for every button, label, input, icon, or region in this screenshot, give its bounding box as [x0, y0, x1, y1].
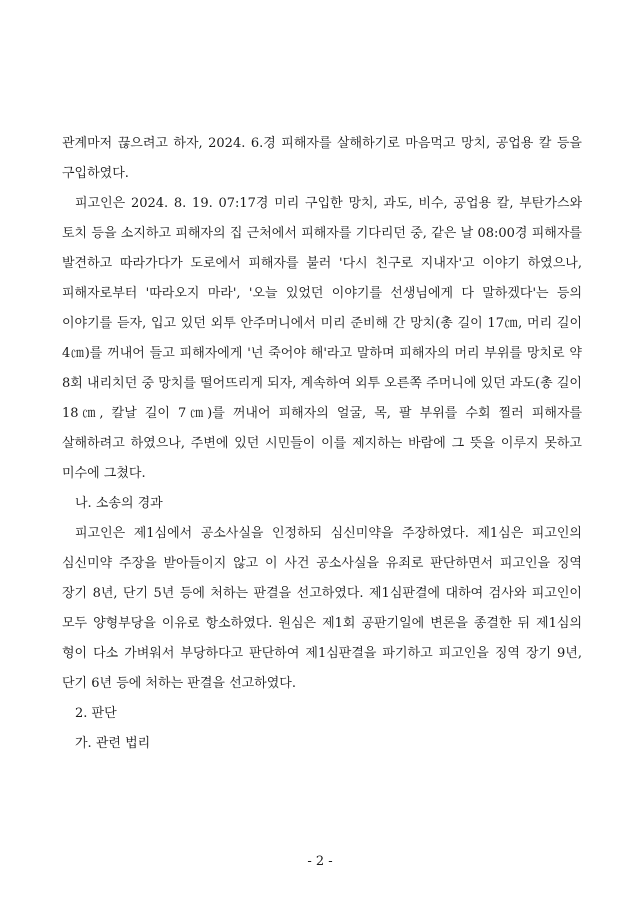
section-heading-proceedings: 나. 소송의 경과	[75, 496, 163, 511]
paragraph-proceedings: 피고인은 제1심에서 공소사실을 인정하되 심신미약을 주장하였다. 제1심은 피고인의 심신미약 주장을 받아들이지 않고 이 사건 공소사실을 유죄로 판단하면서 피고인을 징역 장기 8년, 단기 5년 등에 처하는 판결을 선고하였다. 제1심판결에 대하여 검사와 피고인이 모두 양형부당을 이유로 항소하였다. 원심은 제1회 공판기일에 변론을 종결한 뒤 제1심의 형이 다소 가벼워서 부당하다고 판단하여 제1심판결을 파기하고 피고인을 징역 장기 9년, 단기 6년 등에 처하는 판결을 선고하였다.	[62, 526, 582, 691]
document-body	[62, 129, 582, 759]
section-heading-legal-principles: 가. 관련 법리	[75, 736, 151, 751]
paragraph-facts: 피고인은 2024. 8. 19. 07:17경 미리 구입한 망치, 과도, 비수, 공업용 칼, 부탄가스와 토치 등을 소지하고 피해자의 집 근처에서 피해자를 기다리던 중, 같은 날 08:00경 피해자를 발견하고 따라가다가 도로에서 피해자를 불러 '다시 친구로 지내자'고 이야기 하였으나, 피해자로부터 '따라오지 마라', '오늘 있었던 이야기를 선생님에게 다 말하겠다'는 등의 이야기를 듣자, 입고 있던 외투 안주머니에서 미리 준비해 간 망치(총 길이 17㎝, 머리 길이 4㎝)를 꺼내어 들고 피해자에게 '넌 죽어야 해'라고 말하며 피해자의 머리 부위를 망치로 약 8회 내리치던 중 망치를 떨어뜨리게 되자, 계속하여 외투 오른쪽 주머니에 있던 과도(총 길이 18㎝, 칼날 길이 7㎝)를 꺼내어 피해자의 얼굴, 목, 팔 부위를 수회 찔러 피해자를 살해하려고 하였으나, 주변에 있던 시민들이 이를 제지하는 바람에 그 뜻을 이루지 못하고 미수에 그쳤다.	[62, 196, 582, 481]
paragraph-continuation: 관계마저 끊으려고 하자, 2024. 6.경 피해자를 살해하기로 마음먹고 망치, 공업용 칼 등을 구입하였다.	[62, 136, 582, 181]
section-heading-judgment: 2. 판단	[75, 706, 117, 721]
page-number: - 2 -	[307, 854, 333, 869]
